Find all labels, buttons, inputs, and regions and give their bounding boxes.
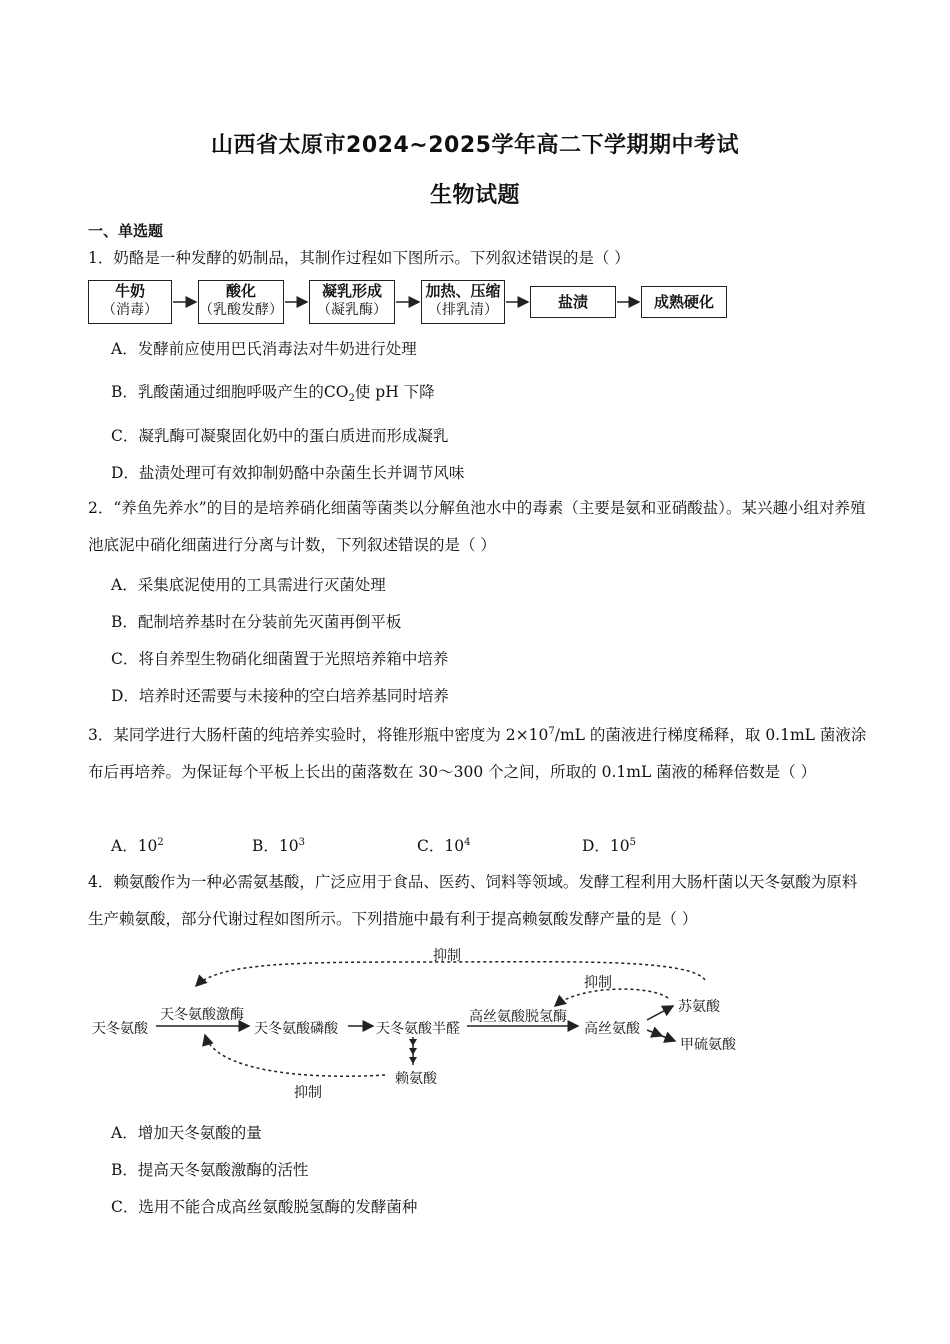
label-kinase: 天冬氨酸激酶 xyxy=(160,1007,244,1023)
flow-box-mature: 成熟硬化 xyxy=(641,286,727,318)
label-homoserine: 高丝氨酸 xyxy=(584,1021,640,1037)
label-inhibit-top: 抑制 xyxy=(433,948,461,964)
label-dehydrogenase: 高丝氨酸脱氢酶 xyxy=(469,1009,567,1025)
label-aspartate: 天冬氨酸 xyxy=(92,1021,148,1037)
question-1-stem: 1．奶酪是一种发酵的奶制品，其制作过程如下图所示。下列叙述错误的是（ ） xyxy=(88,249,630,267)
label-inhibit-mid: 抑制 xyxy=(584,975,612,991)
q1-option-a: A．发酵前应使用巴氏消毒法对牛奶进行处理 xyxy=(111,340,417,358)
question-2-stem: 2．“养鱼先养水”的目的是培养硝化细菌等菌类以分解鱼池水中的毒素（主要是氨和亚硝酸盐）。某兴趣小组对养殖池底泥中硝化细菌进行分离与计数，下列叙述错误的是（ ） xyxy=(88,499,866,554)
label-lysine: 赖氨酸 xyxy=(395,1071,437,1087)
label-methionine: 甲硫氨酸 xyxy=(680,1037,736,1053)
flow-box-milk: 牛奶 （消毒） xyxy=(88,280,172,324)
inhibit-arc-top xyxy=(196,962,705,986)
q1-option-c: C．凝乳酶可凝聚固化奶中的蛋白质进而形成凝乳 xyxy=(111,427,449,445)
q4-option-b: B．提高天冬氨酸激酶的活性 xyxy=(111,1161,309,1179)
page-subtitle: 生物试题 xyxy=(429,183,520,208)
q2-option-d: D．培养时还需要与未接种的空白培养基同时培养 xyxy=(111,687,449,705)
q3-option-b: B．$10^3$ xyxy=(252,837,305,855)
section-heading: 一、单选题 xyxy=(88,222,164,240)
q3-option-a: A．$10^2$ xyxy=(111,837,164,855)
flow-box-curd: 凝乳形成 （凝乳酶） xyxy=(309,280,395,324)
q1-option-b: B．乳酸菌通过细胞呼吸产生的$CO_2$使 pH 下降 xyxy=(111,383,435,405)
question-3-stem: 3．某同学进行大肠杆菌的纯培养实验时，将锥形瓶中密度为 $2\times 10^7/mL$ 的菌液进行梯度稀释，取 0.1mL 菌液涂布后再培养。为保证每个平板上长出的菌落数在 30～300 个之间，所取的 0.1mL 菌液的稀释倍数是（ ） xyxy=(88,726,867,781)
label-threonine: 苏氨酸 xyxy=(678,999,720,1015)
q3-option-d: D．$10^5$ xyxy=(582,837,637,855)
label-inhibit-bottom: 抑制 xyxy=(294,1085,322,1101)
label-aspartyl-phosphate: 天冬氨酸磷酸 xyxy=(254,1021,338,1037)
flow-box-heat-press: 加热、压缩 （排乳清） xyxy=(421,280,505,324)
flow-box-acidify: 酸化 （乳酸发酵） xyxy=(198,280,284,324)
flow-box-salt: 盐渍 xyxy=(530,286,616,318)
q4-option-a: A．增加天冬氨酸的量 xyxy=(111,1124,262,1142)
q2-option-a: A．采集底泥使用的工具需进行灭菌处理 xyxy=(111,576,386,594)
inhibit-arc-bottom xyxy=(205,1035,385,1076)
arrow-homo-to-met-2 xyxy=(662,1036,675,1041)
question-4-stem: 4．赖氨酸作为一种必需氨基酸，广泛应用于食品、医药、饲料等领域。发酵工程利用大肠杆菌以天冬氨酸为原料生产赖氨酸，部分代谢过程如图所示。下列措施中最有利于提高赖氨酸发酵产量的是（ ） xyxy=(88,873,858,928)
flow-arrows xyxy=(0,272,950,332)
q3-option-c: C．$10^4$ xyxy=(417,837,471,855)
page-title: 山西省太原市2024~2025学年高二下学期期中考试 xyxy=(211,133,739,158)
q2-option-c: C．将自养型生物硝化细菌置于光照培养箱中培养 xyxy=(111,650,449,668)
q2-option-b: B．配制培养基时在分装前先灭菌再倒平板 xyxy=(111,613,402,631)
arrow-homo-to-thr xyxy=(647,1006,673,1020)
q4-option-c: C．选用不能合成高丝氨酸脱氢酶的发酵菌种 xyxy=(111,1198,418,1216)
label-semialdehyde: 天冬氨酸半醛 xyxy=(376,1021,460,1037)
q1-option-d: D．盐渍处理可有效抑制奶酪中杂菌生长并调节风味 xyxy=(111,464,465,482)
arrow-homo-to-met xyxy=(647,1030,662,1036)
